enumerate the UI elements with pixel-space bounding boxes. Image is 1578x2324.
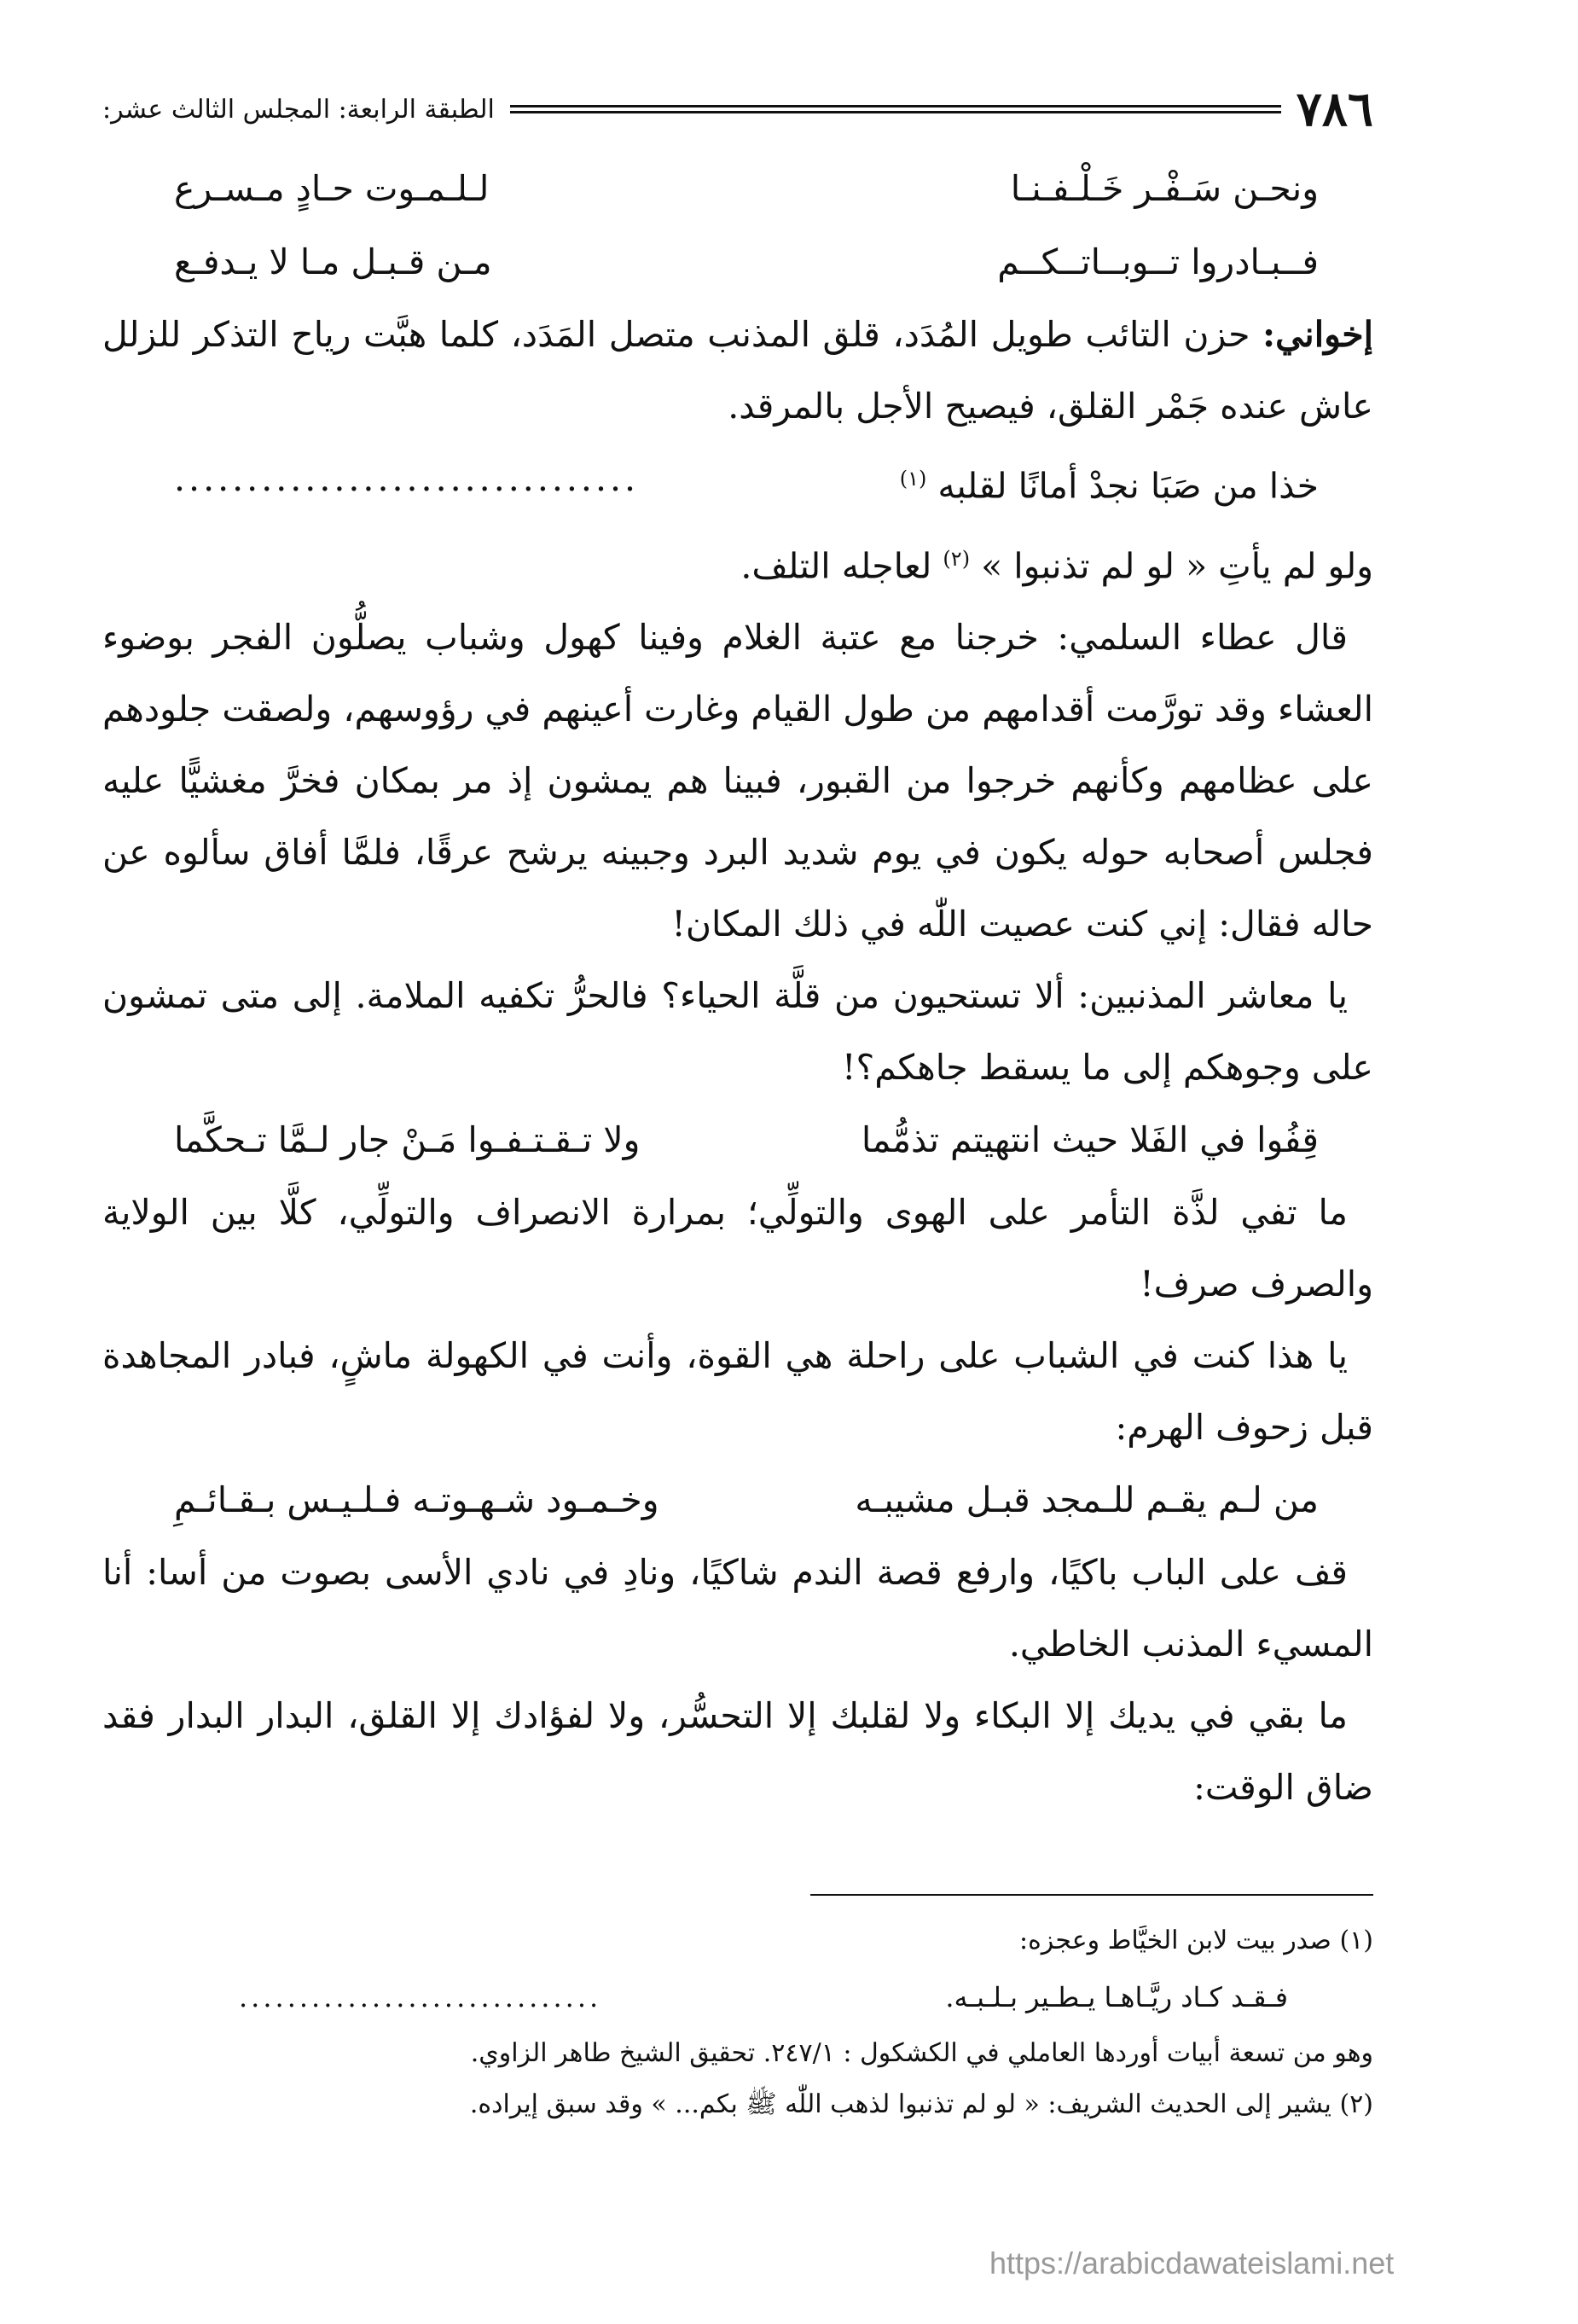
verse-hemistich-left: وخـمـود شـهـوتـه فـلـيـس بـقـائـمِ xyxy=(174,1479,659,1521)
paragraph xyxy=(102,299,1373,442)
verse-line xyxy=(102,442,1373,523)
verse-line xyxy=(102,152,1373,225)
paragraph: قال عطاء السلمي: خرجنا مع عتبة الغلام وفينا كهول وشباب يصلُّون الفجر بوضوء العشاء وقد تورَّمت أقدامهم من طول القيام وغارت أعينهم في رؤوسهم، ولصقت جلودهم على عظامهم وكأنهم خرجوا من القبور، فبينا هم يمشون إذ مر بمكان فخرَّ مغشيًّا عليه فجلس أصحابه حوله يكون في يوم شديد البرد وجبينه يرشح عرقًا، فلمَّا أفاق سألوه عن حاله فقال: إني كنت عصيت اللّٰه في ذلك المكان! xyxy=(102,617,1373,945)
verse-hemistich-right: من لـم يقـم للـمجد قبـل مشيبـه xyxy=(855,1479,1319,1521)
footnote-1-source: وهو من تسعة أبيات أوردها العاملي في الكشكول : ٢٤٧/١. تحقيق الشيخ طاهر الزاوي. xyxy=(470,2038,1373,2068)
paragraph-text: حزن التائب طويل المُدَد، قلق المذنب متصل المَدَد، كلما هبَّت رياح التذكر للزلل عاش عنده جَمْر القلق، فيصيح الأجل بالمرقد. xyxy=(102,314,1373,427)
verse-hemistich-left: ................................ xyxy=(174,458,640,499)
paragraph: قف على الباب باكيًا، وارفع قصة الندم شاكيًا، ونادِ في نادي الأسى بصوت من أسا: أنا المسيء المذنب الخاطي. xyxy=(102,1552,1373,1665)
footnote-1-intro: (١) صدر بيت لابن الخيَّاط وعجزه: xyxy=(1018,1926,1373,1955)
paragraph xyxy=(102,523,1373,602)
footnote-2: (٢) يشير إلى الحديث الشريف: « لو لم تذنبوا لذهب اللّٰه ﷺ بكم... » وقد سبق إيراده. xyxy=(469,2089,1373,2119)
page-number: ٧٨٦ xyxy=(1296,81,1373,137)
verse-hemistich-left: .............................. xyxy=(239,1981,602,2013)
page-header xyxy=(102,81,1373,137)
verse-hemistich-right xyxy=(900,442,1319,523)
verse-line xyxy=(102,225,1373,299)
verse-hemistich-right: فــبـادروا تــوبــاتــكــم xyxy=(997,241,1319,282)
paragraph-text: لعاجله التلف. xyxy=(740,545,943,587)
footnotes xyxy=(102,1915,1373,2130)
paragraph: ما تفي لذَّة التأمر على الهوى والتولِّي؛ بمرارة الانصراف والتولِّي، كلَّا بين الولاية والصرف صرف! xyxy=(102,1192,1373,1305)
verse-hemistich-right: فـقـد كـاد ريَّـاهـا يـطـير بـلـبـه. xyxy=(945,1981,1288,2013)
verse-text: خذا من صَبَا نجدْ أمانًا لقلبه xyxy=(937,465,1319,507)
verse-hemistich-left: مـن قـبـل مـا لا يـدفـع xyxy=(174,241,492,282)
paragraph: يا معاشر المذنبين: ألا تستحيون من قلَّة الحياء؟ فالحرُّ تكفيه الملامة. إلى متى تمشون على وجوهكم إلى ما يسقط جاهكم؟! xyxy=(102,975,1373,1089)
paragraph-text: ولو لم يأتِ « لو لم تذنبوا » xyxy=(981,545,1373,587)
verse-hemistich-right: ونحـن سَـفْـر خَـلْـفـنـا xyxy=(1010,168,1319,209)
verse-line xyxy=(102,1103,1373,1177)
verse-hemistich-right: قِفُوا في الفَلا حيث انتهيتم تذمُّما xyxy=(861,1119,1319,1161)
footnote-1-verse xyxy=(102,1967,1373,2028)
paragraph: ما بقي في يديك إلا البكاء ولا لقلبك إلا التحسُّر، ولا لفؤادك إلا القلق، البدار البدار فقد ضاق الوقت: xyxy=(102,1695,1373,1809)
footnote-ref: (١) xyxy=(899,467,927,491)
footnote-separator xyxy=(810,1894,1373,1896)
main-text xyxy=(102,152,1373,1823)
verse-line xyxy=(102,1463,1373,1537)
running-title: الطبقة الرابعة: المجلس الثالث عشر: xyxy=(102,94,495,125)
verse-hemistich-left: ولا تـقـتـفـوا مَـنْ جار لـمَّا تـحكَّما xyxy=(174,1119,641,1161)
verse-hemistich-left: لـلـمـوت حـادٍ مـسـرع xyxy=(174,168,490,209)
paragraph: يا هذا كنت في الشباب على راحلة هي القوة، وأنت في الكهولة ماشٍ، فبادر المجاهدة قبل زحوف الهرم: xyxy=(102,1335,1373,1449)
header-rule xyxy=(510,105,1281,113)
paragraph-lead: إخواني: xyxy=(1262,314,1373,355)
footnote-ref: (٢) xyxy=(943,546,971,571)
watermark-url: https://arabicdawateislami.net xyxy=(989,2246,1395,2280)
